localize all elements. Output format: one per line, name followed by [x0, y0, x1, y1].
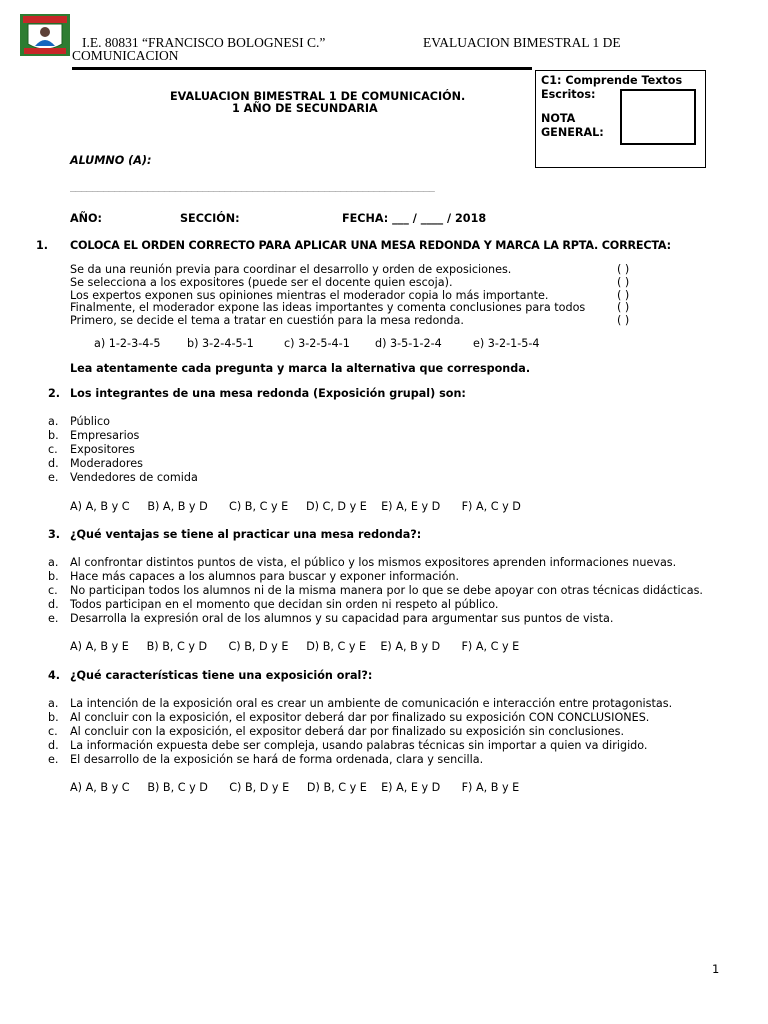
q1-option-c[interactable]: c) 3-2-5-4-1: [284, 337, 350, 350]
q1-item: Se selecciona a los expositores (puede ser el docente quien escoja).: [70, 276, 453, 289]
q1-item: Se da una reunión previa para coordinar el desarrollo y orden de exposiciones.: [70, 263, 512, 276]
subject-wrap: COMUNICACION: [72, 48, 179, 63]
grade-input-box[interactable]: [620, 89, 696, 145]
competency-label-2: Escritos:: [541, 88, 596, 101]
q1-answer-blank[interactable]: ( ): [617, 263, 630, 276]
alumno-label: ALUMNO (A):: [70, 154, 152, 167]
q2-item: Vendedores de comida: [70, 471, 198, 484]
q2-number: 2.: [48, 387, 61, 400]
q3-text: ¿Qué ventajas se tiene al practicar una mesa redonda?:: [70, 528, 422, 541]
q3-options[interactable]: A) A, B y E B) B, C y D C) B, D y E D) B, C y E E) A, B y D F) A, C y E: [70, 640, 520, 653]
q4-letter: e.: [48, 753, 59, 766]
q2-item: Moderadores: [70, 457, 143, 470]
seccion-label: SECCIÓN:: [180, 212, 240, 225]
nota-label-2: GENERAL:: [541, 126, 604, 139]
q3-number: 3.: [48, 528, 61, 541]
q1-answer-blank[interactable]: ( ): [617, 301, 630, 314]
q1-item: Finalmente, el moderador expone las ideas importantes y comenta conclusiones para todos: [70, 301, 586, 314]
q2-letter: c.: [48, 443, 58, 456]
q4-letter: c.: [48, 725, 58, 738]
q4-letter: a.: [48, 697, 59, 710]
q3-item: Al confrontar distintos puntos de vista, el público y los mismos expositores aprenden informaciones nuevas.: [70, 556, 677, 569]
q2-letter: b.: [48, 429, 59, 442]
page-number: 1: [712, 962, 720, 976]
q1-number: 1.: [36, 239, 49, 252]
q3-letter: e.: [48, 612, 59, 625]
q4-item: La información expuesta debe ser compleja, usando palabras técnicas sin importar a quien va dirigido.: [70, 739, 648, 752]
fecha-label: FECHA: ___ / ____ / 2018: [342, 212, 487, 225]
q1-option-a[interactable]: a) 1-2-3-4-5: [94, 337, 161, 350]
q1-option-d[interactable]: d) 3-5-1-2-4: [375, 337, 442, 350]
q1-option-b[interactable]: b) 3-2-4-5-1: [187, 337, 254, 350]
q4-letter: d.: [48, 739, 59, 752]
q1-option-e[interactable]: e) 3-2-1-5-4: [473, 337, 540, 350]
q1-answer-blank[interactable]: ( ): [617, 276, 630, 289]
exam-subtitle: 1 AÑO DE SECUNDARIA: [232, 102, 378, 115]
q4-letter: b.: [48, 711, 59, 724]
q2-item: Público: [70, 415, 110, 428]
q1-text: COLOCA EL ORDEN CORRECTO PARA APLICAR UNA MESA REDONDA Y MARCA LA RPTA. CORRECTA:: [70, 239, 671, 252]
school-name: I.E. 80831 “FRANCISCO BOLOGNESI C.”: [82, 35, 326, 50]
q4-text: ¿Qué características tiene una exposición oral?:: [70, 669, 373, 682]
student-name-line[interactable]: __________________________________________________________________: [70, 181, 435, 192]
q4-number: 4.: [48, 669, 61, 682]
q4-item: Al concluir con la exposición, el expositor deberá dar por finalizado su exposición CON CONCLUSIONES.: [70, 711, 650, 724]
exam-title-top: EVALUACION BIMESTRAL 1 DE: [423, 35, 621, 50]
q4-options[interactable]: A) A, B y C B) B, C y D C) B, D y E D) B, C y E E) A, E y D F) A, B y E: [70, 781, 520, 794]
q3-item: No participan todos los alumnos ni de la misma manera por lo que se debe apoyar con otras técnicas didácticas.: [70, 584, 703, 597]
q4-item: Al concluir con la exposición, el expositor deberá dar por finalizado su exposición sin conclusiones.: [70, 725, 625, 738]
q2-letter: d.: [48, 457, 59, 470]
header-rule: [72, 67, 532, 70]
q3-letter: d.: [48, 598, 59, 611]
q2-options[interactable]: A) A, B y C B) A, B y D C) B, C y E D) C, D y E E) A, E y D F) A, C y D: [70, 500, 521, 513]
competency-label: C1: Comprende Textos: [541, 74, 683, 87]
q1-item: Primero, se decide el tema a tratar en cuestión para la mesa redonda.: [70, 314, 464, 327]
q4-item: La intención de la exposición oral es crear un ambiente de comunicación e interacción entre protagonistas.: [70, 697, 673, 710]
q1-answer-blank[interactable]: ( ): [617, 289, 630, 302]
q2-item: Expositores: [70, 443, 135, 456]
q1-answer-blank[interactable]: ( ): [617, 314, 630, 327]
q2-item: Empresarios: [70, 429, 140, 442]
nota-label: NOTA: [541, 112, 576, 125]
q2-letter: a.: [48, 415, 59, 428]
q1-item: Los expertos exponen sus opiniones mientras el moderador copia lo más importante.: [70, 289, 549, 302]
instruction-text: Lea atentamente cada pregunta y marca la alternativa que corresponda.: [70, 362, 531, 375]
q3-letter: b.: [48, 570, 59, 583]
q4-item: El desarrollo de la exposición se hará de forma ordenada, clara y sencilla.: [70, 753, 484, 766]
q2-text: Los integrantes de una mesa redonda (Exposición grupal) son:: [70, 387, 466, 400]
q3-item: Desarrolla la expresión oral de los alumnos y su capacidad para argumentar sus puntos de vista.: [70, 612, 614, 625]
q3-letter: a.: [48, 556, 59, 569]
q3-item: Hace más capaces a los alumnos para buscar y exponer información.: [70, 570, 460, 583]
q2-letter: e.: [48, 471, 59, 484]
exam-title: EVALUACION BIMESTRAL 1 DE COMUNICACIÓN.: [170, 90, 466, 103]
ano-label: AÑO:: [70, 212, 103, 225]
q3-item: Todos participan en el momento que decidan sin orden ni respeto al público.: [70, 598, 499, 611]
school-crest-logo: [20, 14, 70, 56]
q3-letter: c.: [48, 584, 58, 597]
